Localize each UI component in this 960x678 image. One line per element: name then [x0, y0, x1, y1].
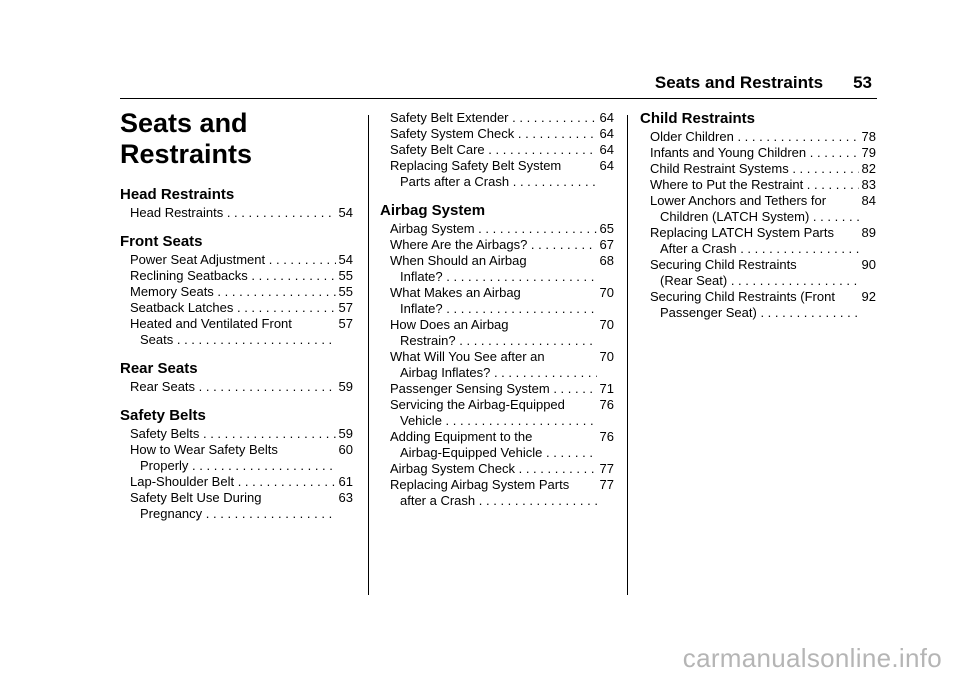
toc-entry-label: Servicing the Airbag-Equipped [390, 397, 565, 412]
toc-entry-label: Head Restraints [130, 205, 224, 220]
toc-entry-line [130, 316, 336, 332]
toc-entry[interactable] [380, 126, 614, 142]
toc-page-number: 54 [338, 252, 353, 267]
toc-entry-label: Seatback Latches [130, 300, 234, 315]
toc-entry[interactable] [380, 381, 614, 397]
toc-page-number: 64 [599, 126, 614, 141]
toc-entry-text [390, 285, 597, 317]
toc-entry[interactable] [120, 442, 353, 474]
toc-entry[interactable] [120, 474, 353, 490]
toc-entry-line [650, 305, 859, 321]
toc-entry-text [390, 158, 597, 190]
toc-entry-label: Replacing Safety Belt System [390, 158, 562, 173]
toc-entry-label: What Makes an Airbag [390, 285, 521, 300]
toc-entry-label: Airbag Inflates? [400, 365, 491, 380]
toc-entry-line [650, 145, 859, 161]
section-heading: Child Restraints [640, 110, 756, 127]
toc-entry-label: Passenger Sensing System [390, 381, 550, 396]
toc-entry-text [390, 397, 597, 429]
toc-entry-text [130, 442, 336, 474]
toc-entry-line [390, 158, 597, 174]
toc-entry-label: Seats [140, 332, 174, 347]
toc-entry[interactable] [120, 426, 353, 442]
toc-entry-label: After a Crash [660, 241, 737, 256]
toc-entry-line [650, 273, 859, 289]
toc-entry-text [130, 268, 336, 284]
toc-entry-text [390, 381, 597, 397]
toc-page-number: 55 [338, 284, 353, 299]
dot-leader [809, 209, 858, 224]
toc-entry-line [130, 252, 336, 268]
toc-entry-label: Reclining Seatbacks [130, 268, 248, 283]
toc-entry-line [390, 461, 597, 477]
toc-entry-label: Inflate? [400, 301, 443, 316]
section-heading: Airbag System [380, 202, 486, 219]
toc-column-3 [640, 110, 876, 321]
toc-page-number: 59 [338, 426, 353, 441]
toc-entry-label: Airbag System [390, 221, 475, 236]
toc-entry-line [650, 129, 859, 145]
toc-entry[interactable] [380, 349, 614, 381]
dot-leader [475, 493, 596, 508]
dot-leader [202, 506, 335, 521]
toc-entry-label: Rear Seats [130, 379, 196, 394]
toc-entry-text [650, 177, 859, 193]
toc-entry-label: Where Are the Airbags? [390, 237, 528, 252]
toc-entry[interactable] [380, 237, 614, 253]
toc-entry-label: Power Seat Adjustment [130, 252, 266, 267]
toc-page-number: 84 [861, 193, 876, 208]
toc-entry-line [390, 413, 597, 429]
toc-column-2 [380, 110, 614, 509]
dot-leader [509, 110, 597, 125]
toc-page-number: 70 [599, 317, 614, 332]
toc-entry-label: Children (LATCH System) [660, 209, 810, 224]
toc-page-number: 70 [599, 285, 614, 300]
toc-page-number: 68 [599, 253, 614, 268]
dot-leader [443, 301, 597, 316]
column-divider [368, 115, 369, 595]
toc-entry[interactable] [640, 177, 876, 193]
toc-page-number: 61 [338, 474, 353, 489]
dot-leader [509, 174, 596, 189]
dot-leader [214, 284, 336, 299]
toc-entry-line [390, 445, 597, 461]
toc-entry-text [390, 429, 597, 461]
toc-entry-label: Replacing Airbag System Parts [390, 477, 570, 492]
toc-entry-label: Properly [140, 458, 189, 473]
toc-entry-line [390, 221, 597, 237]
toc-entry-text [650, 257, 859, 289]
toc-entry-text [650, 225, 859, 257]
section-heading: Head Restraints [120, 186, 235, 203]
watermark: carmanualsonline.info [682, 643, 942, 673]
toc-entry[interactable] [120, 268, 353, 284]
section-heading: Safety Belts [120, 407, 206, 424]
toc-entry[interactable] [380, 142, 614, 158]
toc-page-number: 77 [599, 461, 614, 476]
toc-page-number: 54 [338, 205, 353, 220]
toc-entry-text [390, 317, 597, 349]
header-title: Seats and Restraints [654, 73, 824, 92]
toc-entry-label: Child Restraint Systems [650, 161, 789, 176]
toc-entry-line [650, 177, 859, 193]
toc-entry-label: Older Children [650, 129, 734, 144]
chapter-title [120, 108, 353, 170]
toc-page-number: 70 [599, 349, 614, 364]
toc-entry-text [130, 252, 336, 268]
dot-leader [490, 365, 596, 380]
toc-entry[interactable] [380, 477, 614, 509]
toc-page-number: 77 [599, 477, 614, 492]
dot-leader [789, 161, 859, 176]
toc-entry-label: Lap-Shoulder Belt [130, 474, 235, 489]
dot-leader [550, 381, 597, 396]
toc-page-number: 76 [599, 397, 614, 412]
dot-leader [806, 145, 858, 160]
section-heading: Rear Seats [120, 360, 198, 377]
toc-entry-line [390, 365, 597, 381]
toc-entry-line [130, 442, 336, 458]
toc-entry-text [130, 205, 336, 221]
dot-leader [199, 426, 335, 441]
dot-leader [734, 129, 859, 144]
toc-entry-text [390, 349, 597, 381]
toc-page-number: 57 [338, 316, 353, 331]
toc-entry-line [390, 333, 597, 349]
toc-entry-label: Pregnancy [140, 506, 203, 521]
toc-entry-text [390, 237, 597, 253]
toc-entry-label: Safety Belt Extender [390, 110, 509, 125]
toc-entry-line [390, 285, 597, 301]
toc-entry-line [130, 426, 336, 442]
toc-page-number: 82 [861, 161, 876, 176]
toc-entry[interactable] [640, 161, 876, 177]
dot-leader [514, 126, 596, 141]
toc-entry[interactable] [640, 193, 876, 225]
toc-entry-text [650, 289, 859, 321]
toc-entry-text [390, 142, 597, 158]
dot-leader [485, 142, 597, 157]
toc-entry-line [390, 126, 597, 142]
toc-page-number: 83 [861, 177, 876, 192]
toc-entry-line [130, 284, 336, 300]
toc-entry[interactable] [120, 490, 353, 522]
toc-entry[interactable] [120, 252, 353, 268]
toc-entry-label: Replacing LATCH System Parts [650, 225, 834, 240]
toc-entry-line [390, 397, 597, 413]
toc-entry-label: Restrain? [400, 333, 456, 348]
toc-entry-line [650, 241, 859, 257]
toc-page-number: 79 [861, 145, 876, 160]
toc-entry-text [130, 426, 336, 442]
toc-entry-line [390, 317, 597, 333]
toc-entry-label: How to Wear Safety Belts [130, 442, 278, 457]
toc-entry-text [130, 474, 336, 490]
toc-entry[interactable] [380, 110, 614, 126]
toc-entry-label: Where to Put the Restraint [650, 177, 804, 192]
toc-entry-line [650, 193, 859, 209]
dot-leader [515, 461, 597, 476]
toc-entry-label: Lower Anchors and Tethers for [650, 193, 827, 208]
toc-entry[interactable] [640, 225, 876, 257]
toc-entry[interactable] [120, 379, 353, 395]
toc-entry-text [390, 477, 597, 509]
toc-entry-text [130, 300, 336, 316]
toc-entry-line [390, 142, 597, 158]
toc-entry-text [390, 126, 597, 142]
dot-leader [456, 333, 597, 348]
toc-entry[interactable] [120, 284, 353, 300]
toc-entry[interactable] [120, 205, 353, 221]
toc-entry-line [650, 257, 859, 273]
toc-entry-line [130, 506, 336, 522]
toc-entry-line [390, 429, 597, 445]
toc-entry-line [390, 477, 597, 493]
toc-page-number: 71 [599, 381, 614, 396]
toc-entry-label: Safety Belts [130, 426, 200, 441]
toc-entry[interactable] [380, 285, 614, 317]
toc-entry-line [390, 237, 597, 253]
toc-entry-text [390, 221, 597, 237]
toc-column-1 [120, 108, 353, 522]
dot-leader [195, 379, 335, 394]
toc-entry[interactable] [640, 129, 876, 145]
toc-page-number: 64 [599, 110, 614, 125]
toc-entry[interactable] [380, 317, 614, 349]
toc-page-number: 90 [861, 257, 876, 272]
dot-leader [233, 300, 335, 315]
toc-entry-label: after a Crash [400, 493, 476, 508]
toc-entry-line [650, 289, 859, 305]
toc-entry-label: Passenger Seat) [660, 305, 757, 320]
toc-entry-text [390, 110, 597, 126]
toc-entry-line [390, 381, 597, 397]
toc-page-number: 64 [599, 158, 614, 173]
toc-entry-text [650, 145, 859, 161]
toc-entry[interactable] [380, 158, 614, 190]
toc-entry-line [390, 174, 597, 190]
toc-entry-line [130, 268, 336, 284]
toc-page-number: 63 [338, 490, 353, 505]
toc-entry[interactable] [380, 429, 614, 461]
running-header [0, 73, 872, 93]
toc-entry-label: Infants and Young Children [650, 145, 807, 160]
toc-entry[interactable] [380, 397, 614, 429]
toc-entry[interactable] [380, 461, 614, 477]
chapter-title-line: Restraints [120, 139, 253, 169]
toc-entry-text [650, 129, 859, 145]
toc-page-number: 89 [861, 225, 876, 240]
toc-entry-label: Inflate? [400, 269, 443, 284]
dot-leader [248, 268, 336, 283]
header-page-number: 53 [853, 73, 872, 92]
toc-page-number: 92 [861, 289, 876, 304]
toc-entry[interactable] [380, 221, 614, 237]
toc-entry[interactable] [640, 289, 876, 321]
toc-entry-text [390, 461, 597, 477]
toc-page-number: 65 [599, 221, 614, 236]
dot-leader [542, 445, 596, 460]
toc-entry-label: Safety Belt Use During [130, 490, 262, 505]
dot-leader [443, 269, 597, 284]
toc-entry-line [130, 379, 336, 395]
toc-entry-label: Heated and Ventilated Front [130, 316, 292, 331]
toc-entry-line [390, 349, 597, 365]
dot-leader [757, 305, 859, 320]
toc-entry-label: Vehicle [400, 413, 442, 428]
toc-entry-text [650, 193, 859, 225]
toc-entry-label: (Rear Seat) [660, 273, 728, 288]
dot-leader [234, 474, 335, 489]
toc-entry[interactable] [120, 316, 353, 348]
toc-entry-label: Safety Belt Care [390, 142, 485, 157]
dot-leader [803, 177, 858, 192]
toc-entry-line [650, 225, 859, 241]
toc-entry-line [130, 458, 336, 474]
toc-entry-text [390, 253, 597, 285]
toc-entry-label: Adding Equipment to the [390, 429, 533, 444]
toc-entry-label: Airbag System Check [390, 461, 515, 476]
toc-page-number: 67 [599, 237, 614, 252]
dot-leader [475, 221, 597, 236]
toc-entry-line [130, 490, 336, 506]
toc-page-number: 60 [338, 442, 353, 457]
toc-entry-label: When Should an Airbag [390, 253, 527, 268]
dot-leader [188, 458, 335, 473]
toc-page-number: 78 [861, 129, 876, 144]
toc-page-number: 64 [599, 142, 614, 157]
toc-entry-label: What Will You See after an [390, 349, 545, 364]
dot-leader [173, 332, 335, 347]
toc-entry-line [650, 209, 859, 225]
dot-leader [727, 273, 858, 288]
toc-entry-line [390, 269, 597, 285]
toc-entry-line [130, 205, 336, 221]
toc-entry[interactable] [640, 145, 876, 161]
toc-page-number: 55 [338, 268, 353, 283]
dot-leader [442, 413, 597, 428]
section-heading: Front Seats [120, 233, 203, 250]
dot-leader [265, 252, 335, 267]
toc-entry-label: Airbag-Equipped Vehicle [400, 445, 543, 460]
header-rule [120, 98, 877, 99]
dot-leader [223, 205, 335, 220]
toc-entry-label: Securing Child Restraints [650, 257, 797, 272]
toc-page-number: 57 [338, 300, 353, 315]
toc-entry-label: How Does an Airbag [390, 317, 509, 332]
toc-entry-text [130, 316, 336, 348]
toc-entry[interactable] [640, 257, 876, 289]
toc-entry-text [130, 284, 336, 300]
dot-leader [737, 241, 859, 256]
toc-entry-text [130, 490, 336, 522]
toc-entry-label: Safety System Check [390, 126, 515, 141]
toc-entry-label: Parts after a Crash [400, 174, 510, 189]
toc-entry-line [130, 474, 336, 490]
toc-entry-line [130, 332, 336, 348]
toc-entry-line [130, 300, 336, 316]
toc-entry-label: Securing Child Restraints (Front [650, 289, 835, 304]
toc-entry-line [390, 253, 597, 269]
toc-entry[interactable] [120, 300, 353, 316]
toc-entry-label: Memory Seats [130, 284, 214, 299]
column-divider [627, 115, 628, 595]
toc-entry-line [390, 493, 597, 509]
toc-entry-text [650, 161, 859, 177]
toc-page-number: 76 [599, 429, 614, 444]
toc-entry-line [390, 110, 597, 126]
chapter-title-line: Seats and [120, 108, 248, 138]
toc-page-number: 59 [338, 379, 353, 394]
toc-entry-text [130, 379, 336, 395]
toc-entry-line [650, 161, 859, 177]
toc-entry-line [390, 301, 597, 317]
dot-leader [527, 237, 596, 252]
toc-entry[interactable] [380, 253, 614, 285]
